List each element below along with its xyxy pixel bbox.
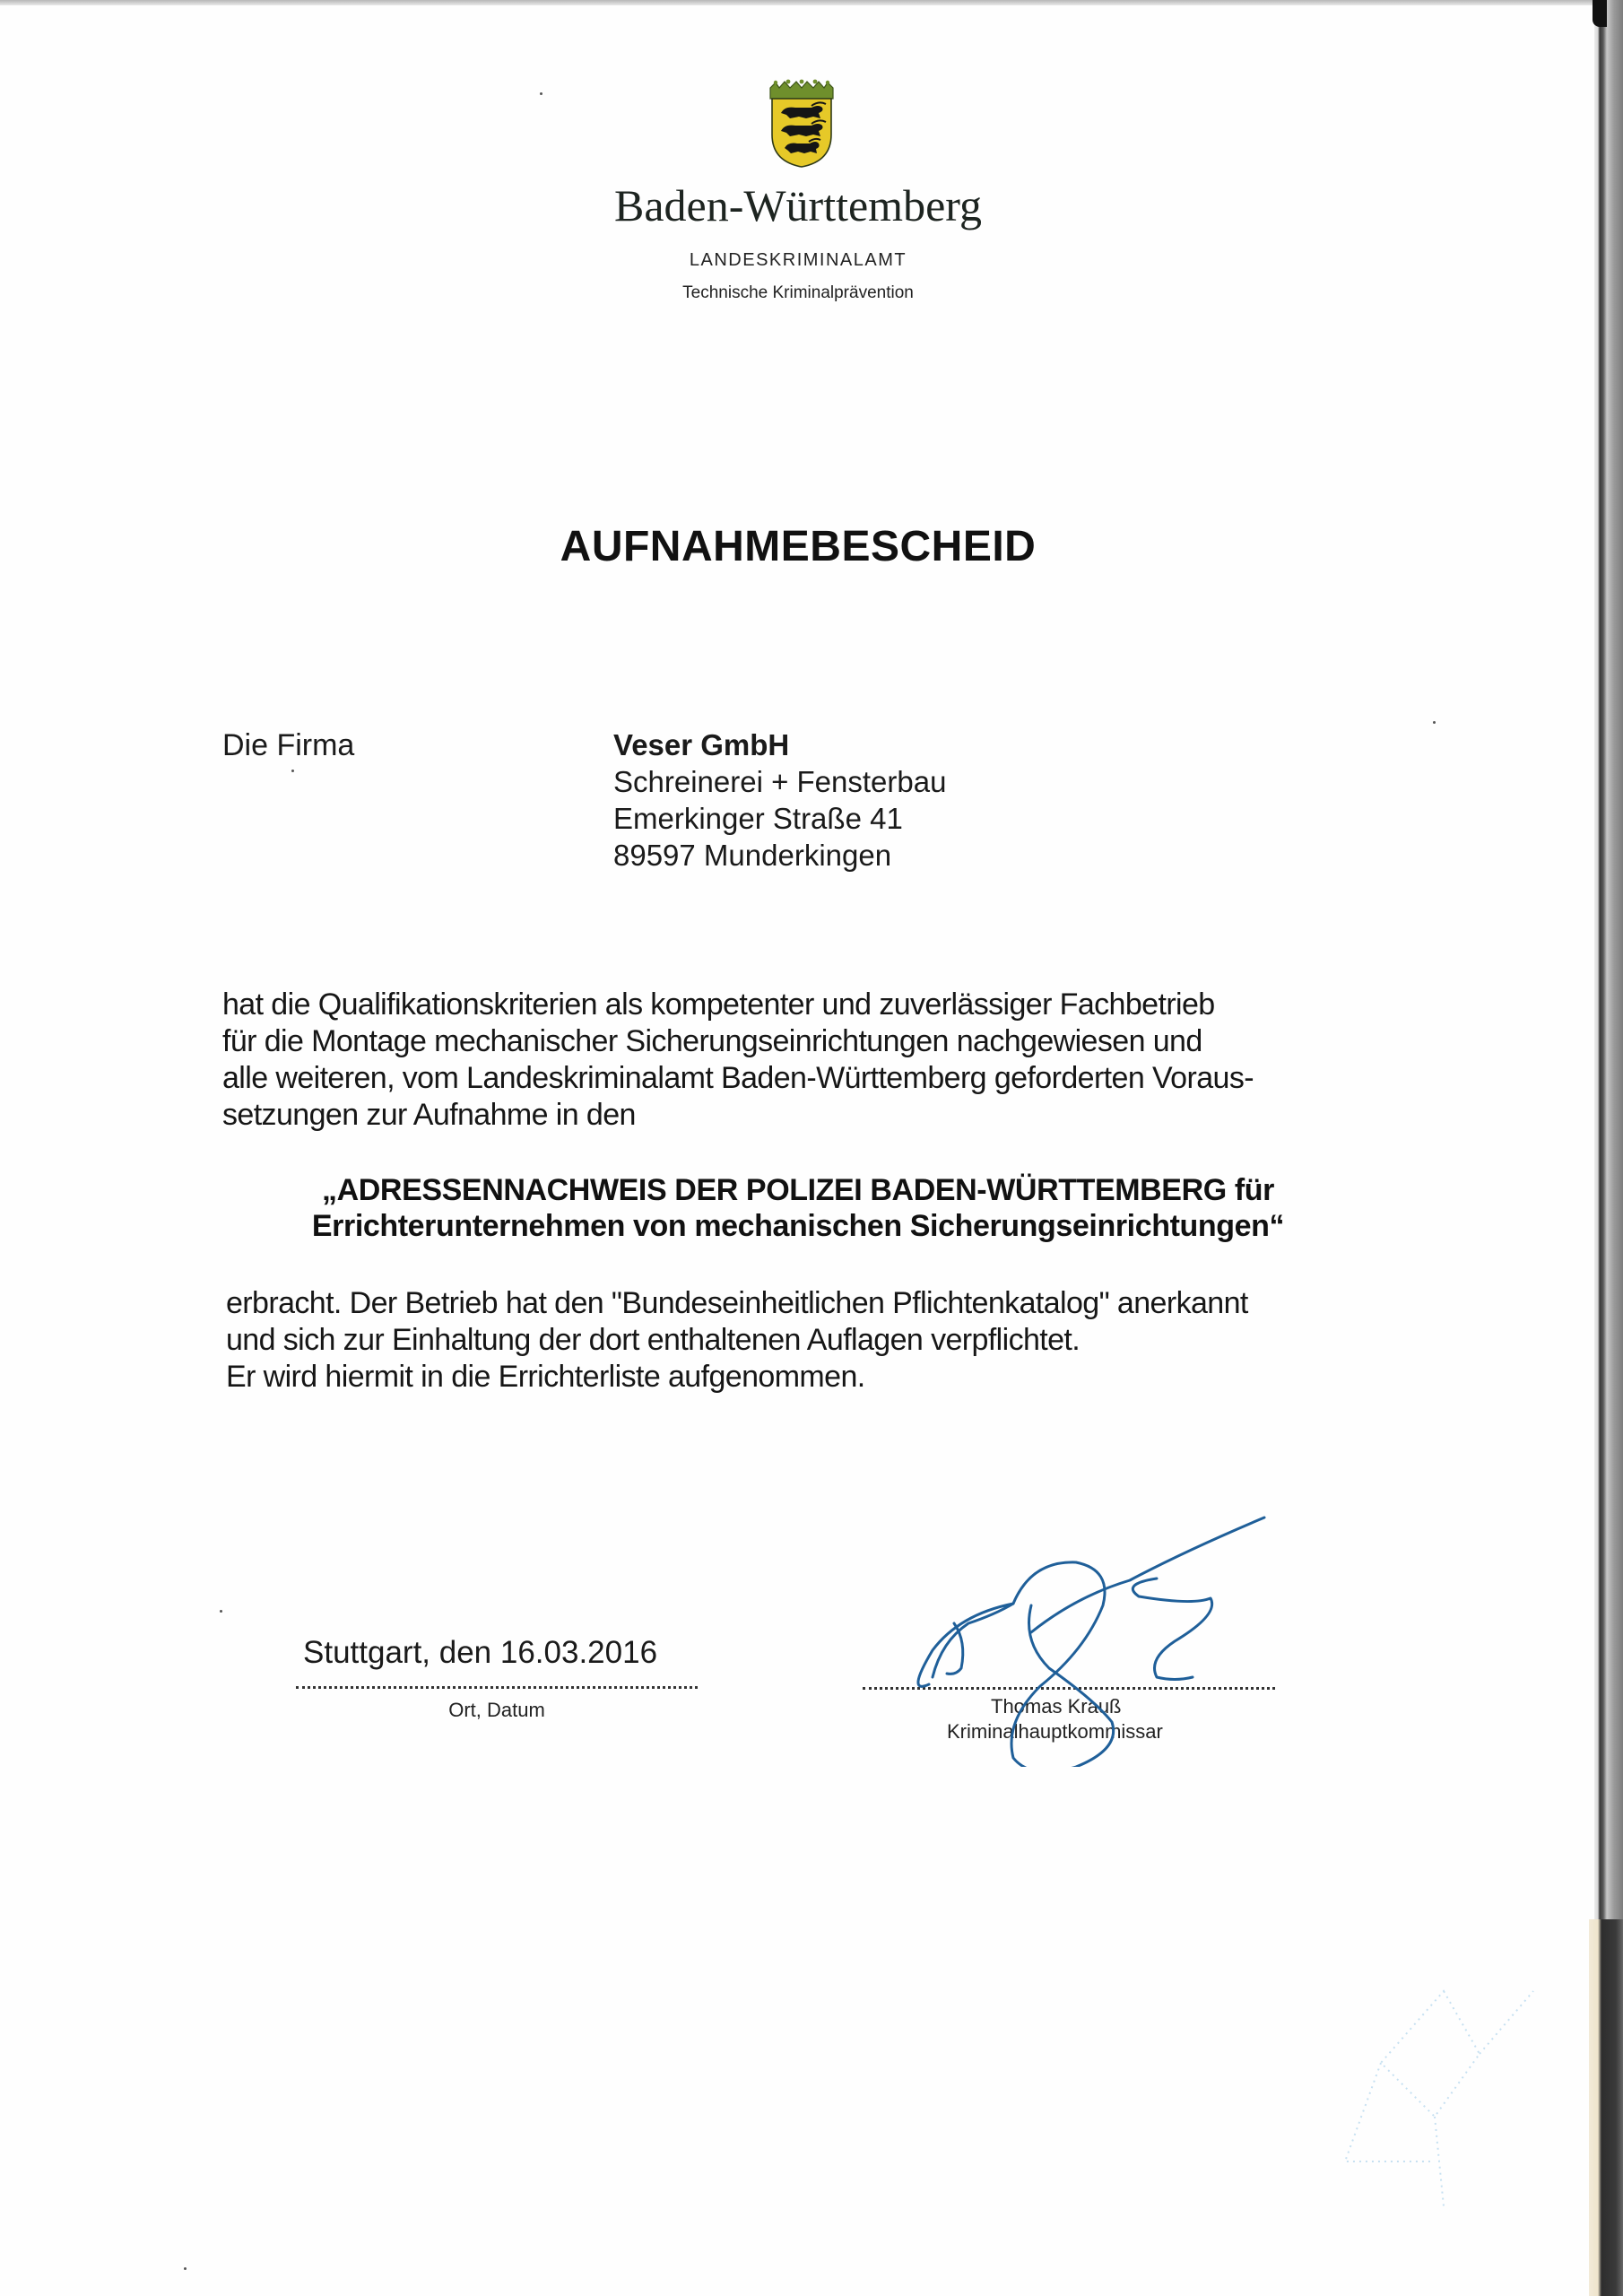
body-paragraph-2 xyxy=(226,1285,1428,1396)
body-line: Er wird hiermit in die Errichterliste aufgenommen. xyxy=(226,1360,865,1394)
body-line: hat die Qualifikationskriterien als kompetenter und zuverlässiger Fachbetrieb xyxy=(222,987,1215,1022)
scan-speck xyxy=(291,770,294,772)
scan-speck xyxy=(220,1610,222,1613)
scan-right-edge-bottom xyxy=(1589,1919,1623,2296)
company-line: Schreinerei + Fensterbau xyxy=(613,765,947,798)
firm-label: Die Firma xyxy=(222,728,355,762)
scan-top-edge xyxy=(0,0,1596,5)
state-name: Baden-Württemberg xyxy=(613,180,983,230)
faint-stamp-mark xyxy=(1327,1964,1542,2233)
company-street: Emerkinger Straße 41 xyxy=(613,802,903,835)
department-name: Technische Kriminalprävention xyxy=(682,283,914,302)
document-title: AUFNAHMEBESCHEID xyxy=(560,523,1037,570)
body-line: erbracht. Der Betrieb hat den "Bundeseinheitlichen Pflichtenkatalog" anerkannt xyxy=(226,1286,1248,1320)
place-date-dotted-line xyxy=(296,1686,698,1689)
scan-speck xyxy=(1433,721,1436,724)
register-title xyxy=(0,1172,1596,1244)
company-city: 89597 Munderkingen xyxy=(613,839,892,872)
company-name: Veser GmbH xyxy=(613,728,790,761)
coat-of-arms-icon xyxy=(767,79,837,169)
company-address xyxy=(613,726,946,874)
place-date-caption: Ort, Datum xyxy=(448,1699,545,1721)
body-line: für die Montage mechanischer Sicherungseinrichtungen nachgewiesen und xyxy=(222,1024,1202,1058)
signer-title: Kriminalhauptkommissar xyxy=(947,1720,1163,1743)
place-date: Stuttgart, den 16.03.2016 xyxy=(303,1635,658,1670)
scan-speck xyxy=(184,2267,187,2270)
register-title-line: „ADRESSENNACHWEIS DER POLIZEI BADEN-WÜRTTEMBERG für xyxy=(322,1173,1274,1207)
body-paragraph-1 xyxy=(222,987,1424,1134)
scan-speck xyxy=(540,92,542,95)
agency-name: LANDESKRIMINALAMT xyxy=(689,250,907,270)
body-line: alle weiteren, vom Landeskriminalamt Baden-Württemberg geforderten Voraus- xyxy=(222,1061,1254,1095)
scan-corner xyxy=(1593,0,1607,27)
body-line: setzungen zur Aufnahme in den xyxy=(222,1098,636,1132)
signature-dotted-line xyxy=(863,1687,1275,1690)
register-title-line: Errichterunternehmen von mechanischen Sicherungseinrichtungen“ xyxy=(311,1209,1285,1243)
signer-name: Thomas Krauß xyxy=(991,1695,1122,1718)
body-line: und sich zur Einhaltung der dort enthaltenen Auflagen verpflichtet. xyxy=(226,1323,1081,1357)
